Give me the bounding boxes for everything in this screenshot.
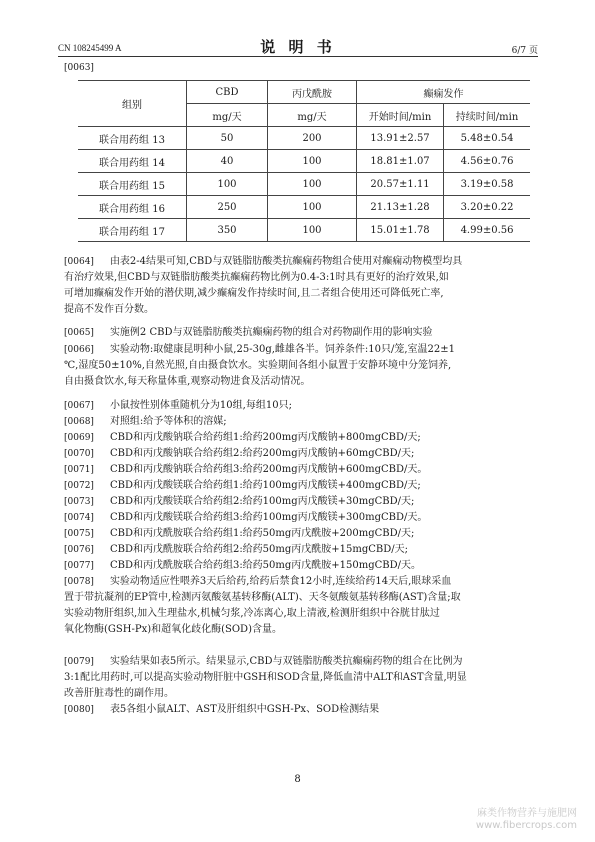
paragraph [64, 342, 534, 390]
text-line [64, 606, 534, 622]
paragraph [64, 398, 534, 414]
text-line [64, 670, 534, 686]
line-text: 实施例2 CBD与双链脂肪酸类抗癫痫药物的组合对药物副作用的影响实验 [109, 327, 433, 338]
cell-group: 联合用药组 13 [78, 127, 187, 150]
paragraph-id: [0072] [64, 481, 94, 491]
text-line [64, 686, 534, 702]
paragraph-id: [0073] [64, 497, 94, 507]
line-text: CBD和丙戊酰胺联合给药组1:给药50mg丙戊酰胺+200mgCBD/天; [109, 528, 415, 539]
cell-start: 21.13±1.28 [357, 196, 444, 219]
text-line [64, 494, 534, 510]
col-group-header: 组别 [78, 81, 187, 127]
paragraph-id: [0070] [64, 449, 94, 459]
line-text: 置于带抗凝剂的EP管中,检测丙氨酸氨基转移酶(ALT)、天冬氨酸氨基转移酶(AST)含量;取 [64, 592, 461, 603]
table-row [78, 219, 530, 242]
text-line [64, 622, 534, 638]
col-duration-header: 持续时间/min [444, 104, 530, 127]
cell-start: 13.91±2.57 [357, 127, 444, 150]
line-text: CBD和丙戊酰胺联合给药组3:给药50mg丙戊酰胺+150mgCBD/天。 [109, 560, 422, 571]
paragraph-id: [0077] [64, 561, 94, 571]
text-line [64, 254, 534, 270]
paragraph [64, 542, 534, 558]
paragraph [64, 526, 534, 542]
line-text: 有治疗效果,但CBD与双链脂肪酸类抗癫痫药物比例为0.4-3:1时具有更好的治疗效果,如 [64, 272, 449, 283]
line-text: 由表2-4结果可知,CBD与双链脂肪酸类抗癫痫药物组合使用对癫痫动物模型均具 [109, 256, 463, 267]
text-line [64, 302, 534, 318]
text-line [64, 430, 534, 446]
paragraph-id: [0078] [64, 577, 94, 587]
cell-cbd: 50 [187, 127, 268, 150]
cell-start: 18.81±1.07 [357, 150, 444, 173]
table-row [78, 196, 530, 219]
cell-start: 15.01±1.78 [357, 219, 444, 242]
line-text: 可增加癫痫发作开始的潜伏期,减少癫痫发作持续时间,且二者组合使用还可降低死亡率, [64, 288, 444, 299]
paragraph-id: [0067] [64, 401, 94, 411]
cell-drug: 100 [268, 173, 357, 196]
text-line [64, 342, 534, 358]
paragraph-id: [0080] [64, 705, 94, 715]
line-text: 实验动物:取健康昆明种小鼠,25-30g,雌雄各半。饲养条件:10只/笼,室温22±1 [109, 344, 456, 355]
paragraph [64, 494, 534, 510]
text-line [64, 286, 534, 302]
cell-group: 联合用药组 14 [78, 150, 187, 173]
text-line [64, 526, 534, 542]
line-text: 实验动物适应性喂养3天后给药,给药后禁食12小时,连续给药14天后,眼球采血 [109, 576, 452, 587]
paragraph-id: [0076] [64, 545, 94, 555]
page-header [58, 34, 538, 57]
line-text: CBD和丙戊酸钠联合给药组2:给药200mg丙戊酸钠+60mgCBD/天; [109, 448, 415, 459]
col-start-header: 开始时间/min [357, 104, 444, 127]
page-number: 8 [294, 774, 301, 785]
paragraph-id: [0069] [64, 433, 94, 443]
paragraph-id: [0079] [64, 657, 94, 667]
cell-cbd: 40 [187, 150, 268, 173]
paragraph [64, 414, 534, 430]
col-epilepsy-header: 癫痫发作 [357, 81, 531, 104]
text-line [64, 325, 534, 341]
paragraph-id-0063: [0063] [64, 63, 94, 73]
paragraph [64, 574, 534, 638]
text-line [64, 542, 534, 558]
line-text: 氧化物酶(GSH-Px)和超氧化歧化酶(SOD)含量。 [64, 624, 282, 635]
paragraph [64, 430, 534, 446]
paragraph [64, 654, 534, 702]
text-line [64, 574, 534, 590]
line-text: CBD和丙戊酸镁联合给药组2:给药100mg丙戊酸镁+30mgCBD/天; [109, 496, 415, 507]
paragraph [64, 462, 534, 478]
text-line [64, 270, 534, 286]
cell-cbd: 350 [187, 219, 268, 242]
cell-group: 联合用药组 16 [78, 196, 187, 219]
col-drug-header: 丙戊酰胺 [268, 81, 357, 104]
paragraph [64, 510, 534, 526]
results-table [78, 80, 530, 242]
cell-group: 联合用药组 17 [78, 219, 187, 242]
line-text: CBD和丙戊酸镁联合给药组3:给药100mg丙戊酸镁+300mgCBD/天。 [109, 512, 428, 523]
watermark [476, 808, 577, 832]
page-indicator: 6/7 页 [511, 46, 538, 56]
paragraph-id: [0075] [64, 529, 94, 539]
line-text: CBD和丙戊酸钠联合给药组1:给药200mg丙戊酸钠+800mgCBD/天; [109, 432, 421, 443]
text-line [64, 414, 534, 430]
cell-cbd: 250 [187, 196, 268, 219]
line-text: 小鼠按性别体重随机分为10组,每组10只; [109, 400, 292, 411]
watermark-url: www.fibercrops.com [475, 820, 577, 831]
cell-drug: 100 [268, 196, 357, 219]
line-text: 改善肝脏毒性的副作用。 [64, 688, 174, 699]
col-cbd-unit: mg/天 [187, 104, 268, 127]
line-text: 自由摄食饮水,每天称量体重,观察动物进食及活动情况。 [64, 376, 311, 387]
text-line [64, 374, 534, 390]
text-line [64, 358, 534, 374]
paragraph [64, 325, 534, 341]
text-line [64, 702, 534, 718]
cell-dur: 3.19±0.58 [444, 173, 530, 196]
line-text: 3:1配比用药时,可以提高实验动物肝脏中GSH和SOD含量,降低血清中ALT和AST含量,明显 [64, 672, 467, 683]
line-text: CBD和丙戊酸镁联合给药组1:给药100mg丙戊酸镁+400mgCBD/天; [109, 480, 421, 491]
patent-number: CN 108245499 A [58, 43, 122, 53]
line-text: 提高不发作百分数。 [64, 304, 154, 315]
cell-dur: 4.99±0.56 [444, 219, 530, 242]
line-text: 实验结果如表5所示。结果显示,CBD与双链脂肪酸类抗癫痫药物的组合在比例为 [109, 656, 463, 667]
paragraph-id: [0064] [64, 257, 94, 267]
watermark-title: 麻类作物营养与施肥网 [477, 808, 577, 819]
cell-start: 20.57±1.11 [357, 173, 444, 196]
paragraph-id: [0065] [64, 328, 94, 338]
paragraph-id: [0066] [64, 345, 94, 355]
paragraph [64, 702, 534, 718]
cell-cbd: 100 [187, 173, 268, 196]
col-drug-unit: mg/天 [268, 104, 357, 127]
text-line [64, 398, 534, 414]
text-line [64, 446, 534, 462]
paragraph-id: [0074] [64, 513, 94, 523]
cell-drug: 100 [268, 219, 357, 242]
text-line [64, 462, 534, 478]
line-text: 对照组:给予等体积的溶媒; [109, 416, 227, 427]
text-line [64, 590, 534, 606]
paragraph [64, 478, 534, 494]
table-row [78, 173, 530, 196]
text-line [64, 558, 534, 574]
cell-group: 联合用药组 15 [78, 173, 187, 196]
line-text: CBD和丙戊酸钠联合给药组3:给药200mg丙戊酸钠+600mgCBD/天。 [109, 464, 428, 475]
col-cbd-header: CBD [187, 81, 268, 104]
paragraph [64, 558, 534, 574]
text-line [64, 654, 534, 670]
document-title: 说 明 书 [260, 38, 336, 56]
line-text: ℃,湿度50±10%,自然光照,自由摄食饮水。实验期间各组小鼠置于安静环境中分笼饲养, [64, 360, 452, 371]
text-line [64, 478, 534, 494]
paragraph [64, 446, 534, 462]
line-text: 表5各组小鼠ALT、AST及肝组织中GSH-Px、SOD检测结果 [109, 704, 380, 715]
paragraph [64, 254, 534, 318]
cell-dur: 5.48±0.54 [444, 127, 530, 150]
text-line [64, 510, 534, 526]
paragraph-id: [0068] [64, 417, 94, 427]
table-row [78, 150, 530, 173]
line-text: 实验动物肝组织,加入生理盐水,机械匀浆,冷冻离心,取上清液,检测肝组织中谷胱甘肽过 [64, 608, 440, 619]
cell-drug: 200 [268, 127, 357, 150]
paragraph-id: [0071] [64, 465, 94, 475]
line-text: CBD和丙戊酰胺联合给药组2:给药50mg丙戊酰胺+15mgCBD/天; [109, 544, 409, 555]
cell-drug: 100 [268, 150, 357, 173]
table-row [78, 127, 530, 150]
cell-dur: 3.20±0.22 [444, 196, 530, 219]
cell-dur: 4.56±0.76 [444, 150, 530, 173]
